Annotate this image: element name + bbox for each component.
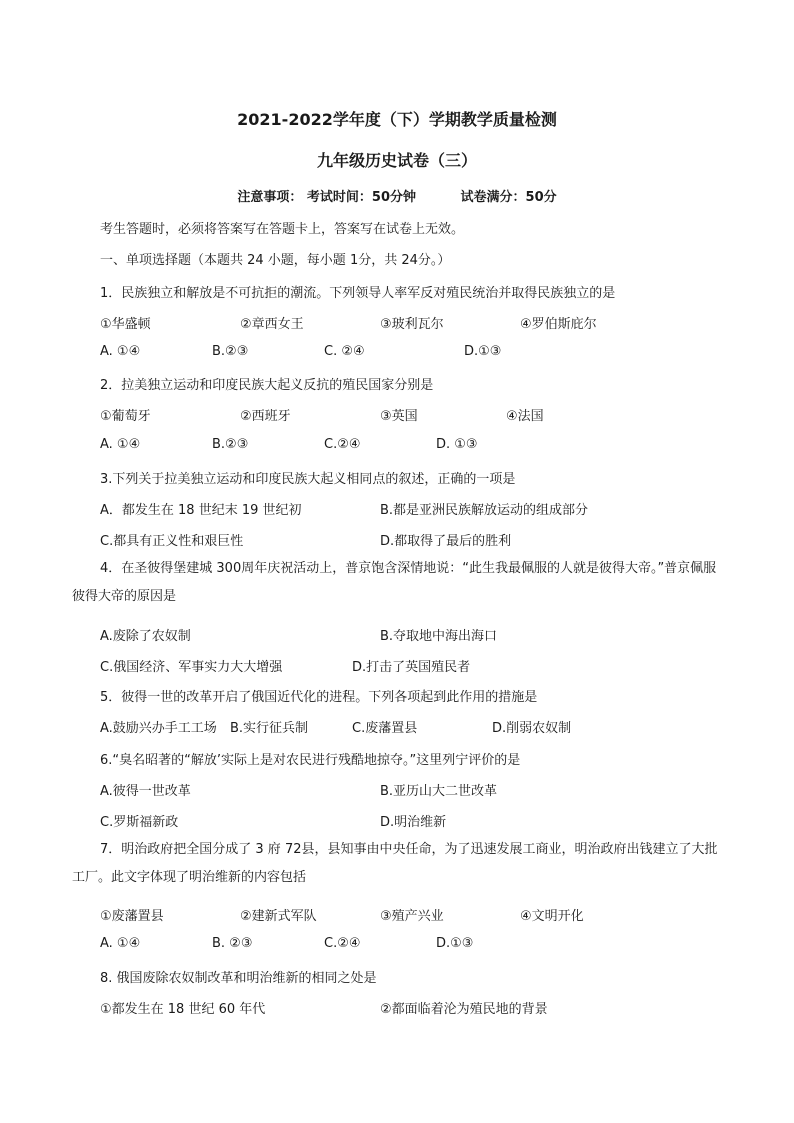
q7-option-d: D.①③ xyxy=(436,936,474,951)
q5-option-d: D.削弱农奴制 xyxy=(492,721,572,736)
q5-option-b: B.实行征兵制 xyxy=(230,721,309,736)
q1-option-c: C. ②④ xyxy=(324,344,365,359)
q7-item-4: ④文明开化 xyxy=(520,909,584,924)
q2-option-a: A. ①④ xyxy=(100,437,141,452)
q4-option-d: D.打击了英国殖民者 xyxy=(352,660,471,675)
exam-subtitle: 九年级历史试卷（三） xyxy=(316,151,477,170)
q3-option-a: A．都发生在 18 世纪末 19 世纪初 xyxy=(100,503,302,518)
q1-item-3: ③玻利瓦尔 xyxy=(380,317,444,332)
q4-option-b: B.夺取地中海出海口 xyxy=(380,629,498,644)
q5-option-c: C.废藩置县 xyxy=(352,721,418,736)
section-title: 一、单项选择题（本题共 24 小题，每小题 1分，共 24分。） xyxy=(100,253,451,268)
q2-option-d: D. ①③ xyxy=(436,437,478,452)
q3-option-c: C.都具有正义性和艰巨性 xyxy=(100,534,244,549)
q7-item-2: ②建新式军队 xyxy=(240,909,317,924)
q4-option-c: C.俄国经济、军事实力大大增强 xyxy=(100,660,283,675)
q2-item-3: ③英国 xyxy=(380,409,418,424)
instruction: 考生答题时，必须将答案写在答题卡上，答案写在试卷上无效。 xyxy=(100,222,465,237)
q7-option-b: B. ②③ xyxy=(212,936,253,951)
q2-item-1: ①葡萄牙 xyxy=(100,409,151,424)
q3-option-d: D.都取得了最后的胜利 xyxy=(380,534,512,549)
q2-item-2: ②西班牙 xyxy=(240,409,291,424)
q1-option-d: D.①③ xyxy=(464,344,502,359)
exam-score: 试卷满分：50分 xyxy=(460,190,557,205)
exam-title: 2021-2022学年度（下）学期教学质量检测 xyxy=(237,110,557,129)
q6-option-d: D.明治维新 xyxy=(380,815,447,830)
exam-time: 考试时间：50分钟 xyxy=(306,190,416,205)
question-7-stem: 7．明治政府把全国分成了 3 府 72县，县知事由中央任命，为了迅速发展工商业，明治政府出钱建立了大批工厂。此文字体现了明治维新的内容包括 xyxy=(72,842,718,885)
q8-item-2: ②都面临着沦为殖民地的背景 xyxy=(380,1002,548,1017)
q2-option-b: B.②③ xyxy=(212,437,249,452)
question-6-stem: 6.“臭名昭著的“解放’实际上是对农民进行残酷地掠夺。”这里列宁评价的是 xyxy=(100,753,521,768)
q5-option-a: A.鼓励兴办手工工场 xyxy=(100,721,217,736)
q6-option-b: B.亚历山大二世改革 xyxy=(380,784,498,799)
q1-option-a: A. ①④ xyxy=(100,344,141,359)
q6-option-c: C.罗斯福新政 xyxy=(100,815,179,830)
q1-item-1: ①华盛顿 xyxy=(100,317,151,332)
q3-option-b: B.都是亚洲民族解放运动的组成部分 xyxy=(380,503,589,518)
exam-notice xyxy=(0,186,794,205)
question-3-stem: 3.下列关于拉美独立运动和印度民族大起义相同点的叙述，正确的一项是 xyxy=(100,472,516,487)
q4-option-a: A.废除了农奴制 xyxy=(100,629,191,644)
question-5-stem: 5．彼得一世的改革开启了俄国近代化的进程。下列各项起到此作用的措施是 xyxy=(100,690,538,705)
q8-item-1: ①都发生在 18 世纪 60 年代 xyxy=(100,1002,266,1017)
q1-item-2: ②章西女王 xyxy=(240,317,304,332)
question-2-stem: 2．拉美独立运动和印度民族大起义反抗的殖民国家分别是 xyxy=(100,378,434,393)
q2-item-4: ④法国 xyxy=(506,409,544,424)
notice-label: 注意事项： xyxy=(237,190,303,205)
q1-item-4: ④罗伯斯庇尔 xyxy=(520,317,597,332)
question-4-stem: 4．在圣彼得堡建城 300周年庆祝活动上，普京饱含深情地说：“此生我最佩服的人就是彼得大帝。”普京佩服彼得大帝的原因是 xyxy=(72,561,717,604)
q7-item-3: ③殖产兴业 xyxy=(380,909,444,924)
q7-item-1: ①废藩置县 xyxy=(100,909,164,924)
q6-option-a: A.彼得一世改革 xyxy=(100,784,191,799)
q7-option-c: C.②④ xyxy=(324,936,361,951)
question-8-stem: 8. 俄国废除农奴制改革和明治维新的相同之处是 xyxy=(100,971,377,986)
q7-option-a: A. ①④ xyxy=(100,936,141,951)
q2-option-c: C.②④ xyxy=(324,437,361,452)
q1-option-b: B.②③ xyxy=(212,344,249,359)
question-1-stem: 1．民族独立和解放是不可抗拒的潮流。下列领导人率军反对殖民统治并取得民族独立的是 xyxy=(100,286,616,301)
